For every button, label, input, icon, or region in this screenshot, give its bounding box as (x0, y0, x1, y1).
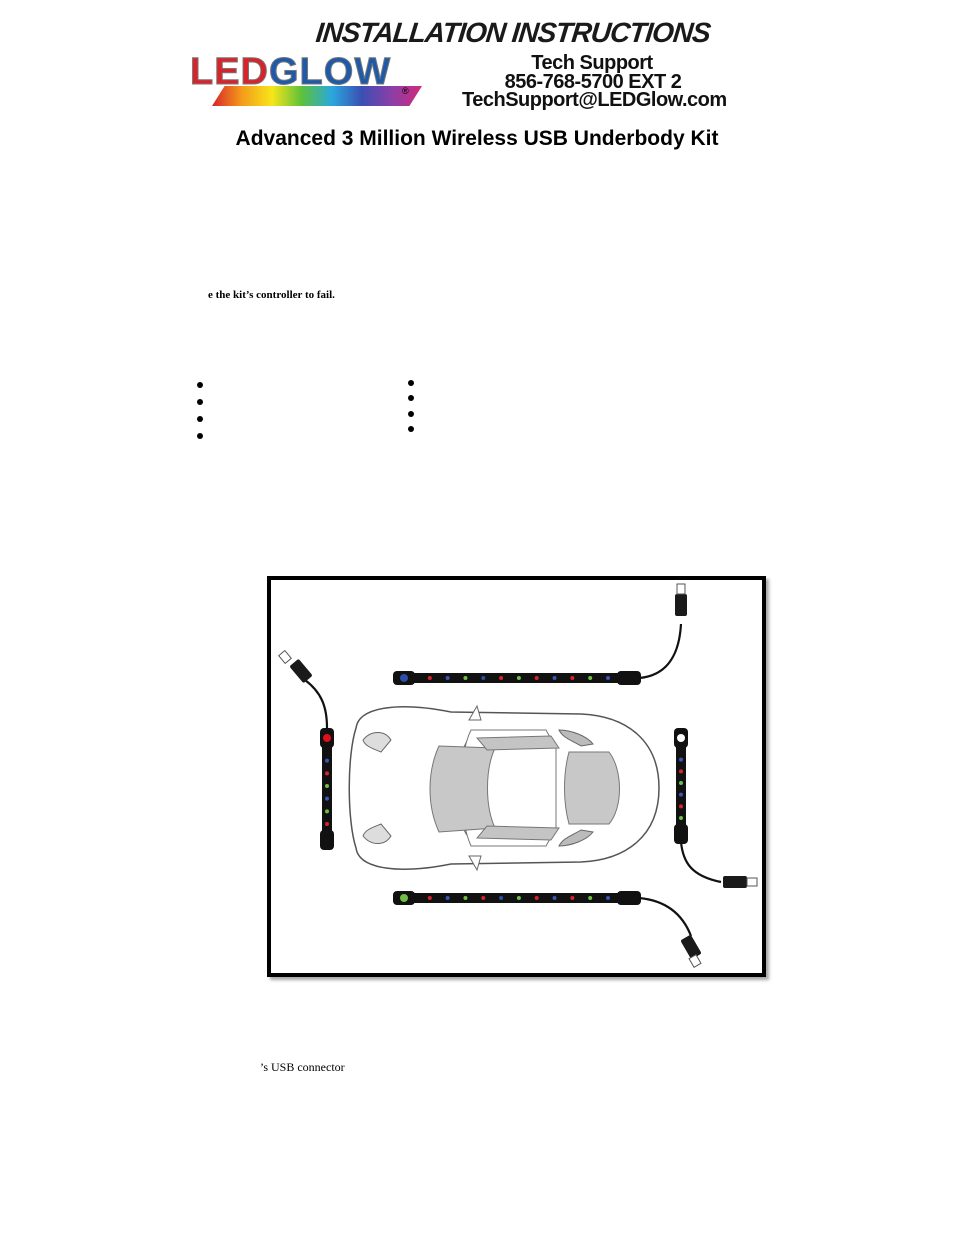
led-dot (481, 676, 485, 680)
led-dot (553, 676, 557, 680)
bottom-led-strip-connector (617, 891, 641, 905)
led-dot (679, 758, 683, 762)
led-dot (606, 896, 610, 900)
led-dot (517, 896, 521, 900)
led-dot (535, 896, 539, 900)
kit-title: Advanced 3 Million Wireless USB Underbody Kit (235, 127, 719, 150)
tech-support-phone: 856-768-5700 EXT 2 (504, 71, 682, 93)
led-dot (553, 896, 557, 900)
logo-wordmark (190, 50, 432, 94)
led-dot (446, 896, 450, 900)
led-dot (428, 676, 432, 680)
led-dot (428, 896, 432, 900)
usb-tip-icon (677, 584, 685, 594)
led-dot (677, 734, 685, 742)
right-led-strip-connector (674, 824, 688, 844)
led-dot (570, 896, 574, 900)
bullet-marker (197, 433, 203, 439)
bullet-marker (408, 395, 414, 401)
bullet-marker (408, 380, 414, 386)
led-dot (325, 797, 329, 801)
led-dot (325, 822, 329, 826)
led-dot (325, 809, 329, 813)
led-dot (679, 793, 683, 797)
usb-connector-text-fragment: ’s USB connector (260, 1060, 345, 1074)
led-dot (481, 896, 485, 900)
led-dot (463, 676, 467, 680)
led-dot (325, 759, 329, 763)
led-dot (679, 781, 683, 785)
top-led-strip-connector (617, 671, 641, 685)
led-dot (400, 894, 408, 902)
led-dot (325, 771, 329, 775)
led-dot (570, 676, 574, 680)
car-top-view (349, 706, 659, 870)
led-dot (463, 896, 467, 900)
left-led-strip-connector (320, 830, 334, 850)
led-dot (499, 896, 503, 900)
led-dot (588, 676, 592, 680)
led-dot (325, 784, 329, 788)
warning-text-fragment: e the kit’s controller to fail. (208, 289, 335, 301)
diagram-svg (271, 580, 762, 973)
usb-plug-icon (289, 659, 312, 684)
led-dot (323, 734, 331, 742)
usb-plug-icon (680, 934, 701, 959)
bullet-marker (197, 382, 203, 388)
usb-plug-icon (675, 594, 687, 616)
led-dot (400, 674, 408, 682)
bullet-marker (408, 426, 414, 432)
underbody-kit-diagram (267, 576, 766, 977)
logo-text-blue: GLOW (269, 51, 392, 93)
led-dot (679, 804, 683, 808)
usb-tip-icon (279, 651, 292, 664)
usb-tip-icon (747, 878, 757, 886)
usb-plug-icon (723, 876, 747, 888)
installation-instructions-title: INSTALLATION INSTRUCTIONS (314, 17, 712, 48)
led-dot (606, 676, 610, 680)
bullet-marker (408, 411, 414, 417)
ledglow-logo (190, 50, 432, 110)
led-dot (588, 896, 592, 900)
led-dot (499, 676, 503, 680)
led-dot (679, 816, 683, 820)
bullet-marker (197, 416, 203, 422)
led-dot (517, 676, 521, 680)
logo-text-red: LED (190, 51, 269, 93)
led-dot (679, 769, 683, 773)
tech-support-title: Tech Support (531, 52, 653, 74)
bullet-marker (197, 399, 203, 405)
registered-mark: ® (402, 86, 409, 96)
tech-support-email: TechSupport@LEDGlow.com (462, 89, 727, 111)
led-dot (446, 676, 450, 680)
led-dot (535, 676, 539, 680)
